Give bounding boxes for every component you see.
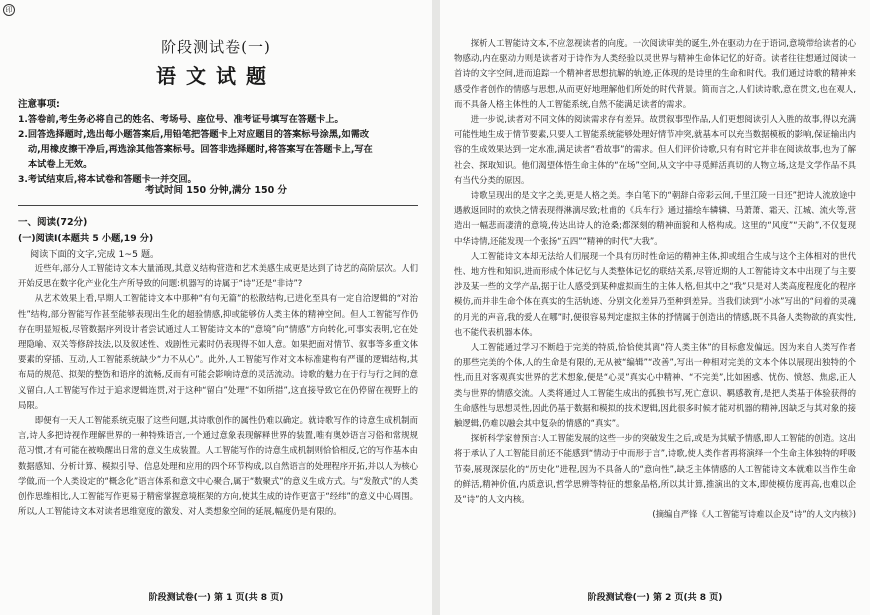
page-gutter <box>432 0 440 615</box>
subject-title: 语文试题 <box>156 64 276 88</box>
passage-paragraph: 即便有一天人工智能系统克服了这些问题,其诗歌创作的属性仍难以确定。就诗歌写作的诗意生成机制而言,诗人多把诗视作理解世界的一种特殊语言,一个通过意象表现解释世界的装置,唯有奥妙语言习俗和常规规范习惯,才有可能在被唤醒出日常的意义生成装置。人工智能写作的诗意生成机制则恰恰相反,它的写作基本由数据感知、分析计算、模拟引导、信息处理和应用的四个环节构成,以自然语言的处理程序开拓,并以人为核心学做,而一个人类设定的“概念化”语言体系和意文中心聚合,属于“数聚式”的意义生成方式。与“发散式”的人类创作思维相比,人工智能写作更易于精密掌握意境框架的方向,使其生成的诗作更富于“经纬”的意义中心周围。所以,人工智能诗文本对读者思维宽度的激发、对人类想象空间的延展,幅度仍是有限的。 <box>18 415 418 517</box>
page-footer: 阶段测试卷(一) 第 1 页(共 8 页) <box>148 593 284 603</box>
passage-paragraph: 探析人工智能诗文本,不应忽视读者的向度。一次阅读审美的诞生,外在驱动力在于语词,意境带给读者的心物感动,内在驱动力则是读者对于诗作为人类经验以灵世界与精神生命体记忆的好奇。读者往往想通过阅读一首诗的文字空间,进而追踪一个精神者思想抗解的轨迹,正体现的是诗里的生命和时代。我们通过诗歌的精神来感受作者创作的情感与思想,从而更好地理解他们所处的时代背景。简而言之,人们读诗歌,意在贯文,也在观人,而不具备人格主体性的人工智能系统,自然不能满足读者的需求。 <box>454 38 856 109</box>
exam-title: 阶段测试卷(一) <box>161 38 271 56</box>
exam-page-left <box>0 0 432 615</box>
passage-text-left <box>18 261 418 583</box>
notes-list <box>18 112 416 187</box>
exam-time: 考试时间 150 分钟,满分 150 分 <box>145 185 287 196</box>
passage-paragraph: 进一步说,读者对不同文体的阅读需求存有差异。故贯叙事型作品,人们更想阅读引人入胜的故事,得以充满可能性地生成于情节要素,只要人工智能系统能够处理好情节冲突,就基本可以充当数据模板的影响,保证输出内容的生成效果达到一定水准,满足读者“看故事”的需求。但人们评价诗歌,只有有时它并非在阅读故事,也为了解社会、探取知识。他们渴望体悟生命主体的“在场”空间,从文字中寻觅鲜活真切的人物立场,这是文学作品不具有当代分类的原因。 <box>454 114 856 185</box>
note-line: 3.考试结束后,将本试卷和答题卡一并交回。 <box>18 174 197 185</box>
passage-paragraph: 人工智能通过学习不断趋于完美的特质,恰恰使其离“符人类主体”的目标愈发偏远。因为来自人类写作者的那些完美的个体,人的生命是有限的,无从被“编辑”“改善”,写出一种相对完美的文本个体以展现出独特的个性,而且对客观真实世界的艺术想象,便是“心灵”真实心中精神、“不完美”,比如困惑、忧伤、愤怒、焦虑,正人类与世界的情感交流。人类将通过人工智能生成出的孤独书写,死亡意识、羁感教育,是把人类基于体验获得的生命感性与思想灵性,因此仍基于数据和模拟的技术逻辑,因此很多时候才能对机器的精神,因缺乏与其对象的接触逻辑,仍难以融会其中复杂的情感的“真实”。 <box>454 342 856 429</box>
passage-paragraph: 诗歌呈现出的是文字之美,更是人格之美。李白笔下的“朝辞白帝彩云间,千里江陵一日还”把诗人流放途中遇赦返回时的欢快之情表现得淋漓尽致;杜甫的《兵车行》通过描绘车辚辚、马萧萧、霜天、江城、流火等,营造出一幅悲而凄清的意境,传达出诗人的沧桑;都深刻的精神面貌和人格构成。这里的“风度”“天韵”,不仅复现中华诗情,还能发现一个张扬“五四”“精神的时代”大我”。 <box>454 190 856 246</box>
note-line: 动,用橡皮擦干净后,再选涂其他答案标号。回答非选择题时,将答案写在答题卡上,写在 <box>28 144 373 155</box>
passage-paragraph: 探析科学家曾预言:人工智能发展的这些一步的突破发生之后,或是为其赋予情感,即人工智能的创造。这出将于承认了人工智能目前还不能感到“情动于中而形于言”,诗歌,使人类作者再将演绎一个生命主体独特的呼吸节奏,展现深层化的“历史化”进程,因为不具备人的“意向性”,缺乏主体情感的人工智能诗文本就难以当作生命的鲜活,精神价值,内质意识,哲学思辨等特征的想象品格,所以其计算,推演出的文本,即使模仿度再高,也难以企及“诗”的人文内核。 <box>454 433 856 505</box>
section-heading: 一、阅读(72分) <box>18 217 88 228</box>
passage-source: (摘编自严锋《人工智能写诗难以企及“诗”的人文内核》) <box>652 509 856 520</box>
note-line: 2.回答选择题时,选出每小题答案后,用铅笔把答题卡上对应题目的答案标号涂黑,如需改 <box>18 129 370 140</box>
divider <box>18 205 418 206</box>
passage-paragraph: 从艺术效果上看,早期人工智能诗文本中那种“有句无篇”的松散结构,已进化至具有一定自洽逻辑的“对治性”结构,部分智能写作甚至能够表现出生化的超验情感,抑或能够仿人类主体的精神空间。但人工智能写作仍存在明显短板,尽管数据序列设计者尝试通过人工智能诗文本的“意境”向“情感”方向转化,可事实表明,它在处理隐喻、双关等修辞技法,以及叙述性、戏剧性元素时仍表现得不如人意。如果把面对情节、叙事等多重文体要素的穿插、互动,人工智能系统缺少“力不从心”。此外,人工智能写作对文本标准建构有严谨的逻辑结构,其布局的规范、拟架的整饬和语序的流畅,反而有可能会影响诗意的灵活流动。诗歌的魅力在于行与行之间的意义留白,人工智能写作过于追求逻辑连贯,对于这种“留白”处理“不如所措”,这直接导致它在仍停留在视野上的局限。 <box>18 293 418 410</box>
passage-paragraph: 近些年,部分人工智能诗文本大量涌现,其意义结构营造和艺术美感生成更是达到了诗艺的高阶层次。人们开始反思在数字化产业化生产所导致的问题:机器写的诗属于“诗”还是“非诗”? <box>18 263 418 289</box>
note-line: 1.答卷前,考生务必将自己的姓名、考场号、座位号、准考证号填写在答题卡上。 <box>18 114 344 125</box>
reading-instruction: 阅读下面的文字,完成 1~5 题。 <box>30 249 160 260</box>
notes-heading: 注意事项: <box>18 99 60 110</box>
page-footer: 阶段测试卷(一) 第 2 页(共 8 页) <box>587 593 723 603</box>
note-line: 本试卷上无效。 <box>28 159 93 170</box>
exam-page-right <box>440 0 870 615</box>
passage-text-right <box>454 36 856 584</box>
subsection-heading: (一)阅读Ⅰ(本题共 5 小题,19 分) <box>18 233 154 244</box>
corner-seal-icon: 印 <box>3 4 15 16</box>
passage-paragraph: 人工智能诗文本却无法给人们展现一个具有历时性命运的精神主体,抑或组合生成与这个主体相对的世代性、地方性和知识,进而形成个体记忆与人类整体记忆的联结关系,尽管近期的人工智能诗文本中出现了与主要涉及某一些的文学产品,据于让人感受到某种虚拟而生的主体人格,但其中之“我”只是对人类高度程度化的程序模仿,而并非生命个体在真实的生活轨迹、分别文化差异乃至种到差异。当我们读到“小冰”写出的“问着的灵魂的月光的声音,我的爱人在哪”时,便很容易判定虚拟主体的抒情属于创造出的情感,既不具备人类物欲的真实性,也不能代表机器本体。 <box>454 250 856 337</box>
